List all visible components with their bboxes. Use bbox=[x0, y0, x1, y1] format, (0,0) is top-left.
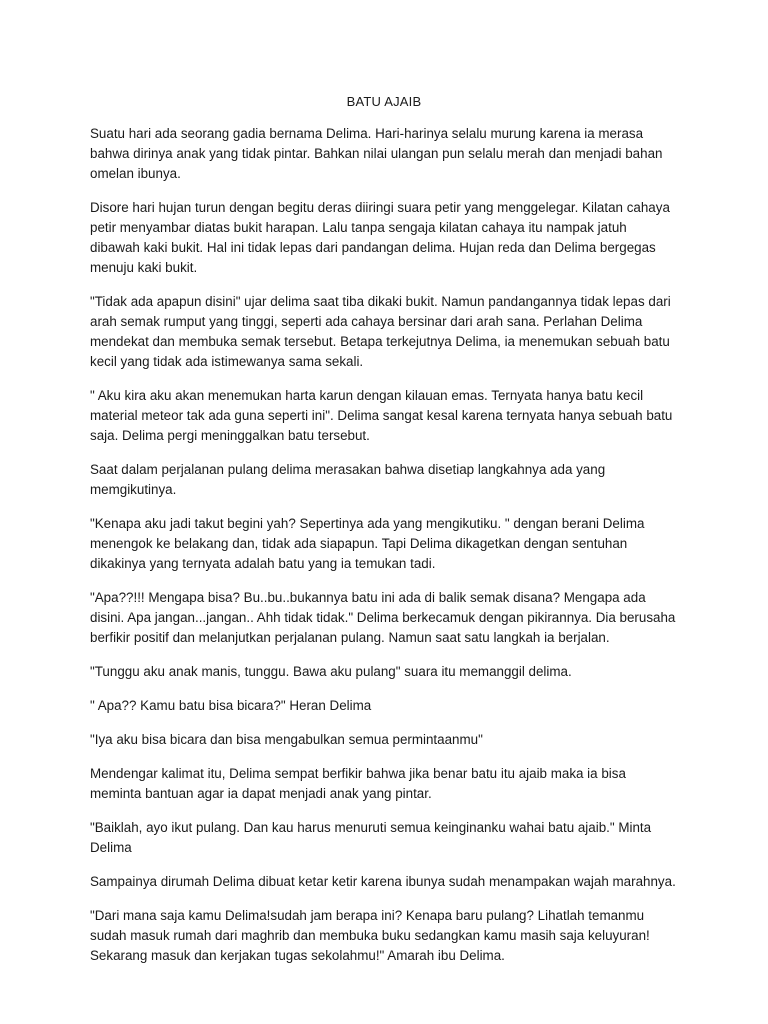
paragraph-3: "Tidak ada apapun disini" ujar delima saat tiba dikaki bukit. Namun pandangannya tidak lepas dari arah semak rumput yang tinggi, seperti ada cahaya bersinar dari arah sana. Perlahan Delima mendekat dan membuka semak tersebut. Betapa terkejutnya Delima, ia menemukan sebuah batu kecil yang tidak ada istimewanya sama sekali. bbox=[90, 294, 671, 369]
paragraph-9: " Apa?? Kamu batu bisa bicara?" Heran Delima bbox=[90, 698, 372, 713]
paragraph-1: Suatu hari ada seorang gadia bernama Delima. Hari-harinya selalu murung karena ia merasa bahwa dirinya anak yang tidak pintar. Bahkan nilai ulangan pun selalu merah dan menjadi bahan omelan ibunya. bbox=[90, 126, 663, 181]
document-body bbox=[90, 124, 678, 980]
paragraph-2: Disore hari hujan turun dengan begitu deras diiringi suara petir yang menggelegar. Kilatan cahaya petir menyambar diatas bukit harapan. Lalu tanpa sengaja kilatan cahaya itu nampak jatuh dibawah kaki bukit. Hal ini tidak lepas dari pandangan delima. Hujan reda dan Delima bergegas menuju kaki bukit. bbox=[90, 200, 670, 275]
document-title: BATU AJAIB bbox=[346, 94, 422, 109]
paragraph-10: "Iya aku bisa bicara dan bisa mengabulkan semua permintaanmu" bbox=[90, 732, 483, 747]
paragraph-13: Sampainya dirumah Delima dibuat ketar ketir karena ibunya sudah menampakan wajah marahnya. bbox=[90, 874, 676, 889]
paragraph-12: "Baiklah, ayo ikut pulang. Dan kau harus menuruti semua keinginanku wahai batu ajaib." Minta Delima bbox=[90, 820, 652, 855]
paragraph-6: "Kenapa aku jadi takut begini yah? Sepertinya ada yang mengikutiku. " dengan berani Delima menengok ke belakang dan, tidak ada siapapun. Tapi Delima dikagetkan dengan sentuhan dikakinya yang ternyata adalah batu yang ia temukan tadi. bbox=[90, 516, 645, 571]
paragraph-14: "Dari mana saja kamu Delima!sudah jam berapa ini? Kenapa baru pulang? Lihatlah temanmu sudah masuk rumah dari maghrib dan membuka buku sedangkan kamu masih saja keluyuran! Sekarang masuk dan kerjakan tugas sekolahmu!" Amarah ibu Delima. bbox=[90, 908, 650, 963]
paragraph-11: Mendengar kalimat itu, Delima sempat berfikir bahwa jika benar batu itu ajaib maka ia bisa meminta bantuan agar ia dapat menjadi anak yang pintar. bbox=[90, 766, 626, 801]
paragraph-5: Saat dalam perjalanan pulang delima merasakan bahwa disetiap langkahnya ada yang memgikutinya. bbox=[90, 462, 606, 497]
paragraph-4: " Aku kira aku akan menemukan harta karun dengan kilauan emas. Ternyata hanya batu kecil material meteor tak ada guna seperti ini". Delima sangat kesal karena ternyata hanya sebuah batu saja. Delima pergi meninggalkan batu tersebut. bbox=[90, 388, 673, 443]
paragraph-7: "Apa??!!! Mengapa bisa? Bu..bu..bukannya batu ini ada di balik semak disana? Mengapa ada disini. Apa jangan...jangan.. Ahh tidak tidak." Delima berkecamuk dengan pikirannya. Dia berusaha berfikir positif dan melanjutkan perjalanan pulang. Namun saat satu langkah ia berjalan. bbox=[90, 590, 676, 645]
paragraph-8: "Tunggu aku anak manis, tunggu. Bawa aku pulang" suara itu memanggil delima. bbox=[90, 664, 572, 679]
